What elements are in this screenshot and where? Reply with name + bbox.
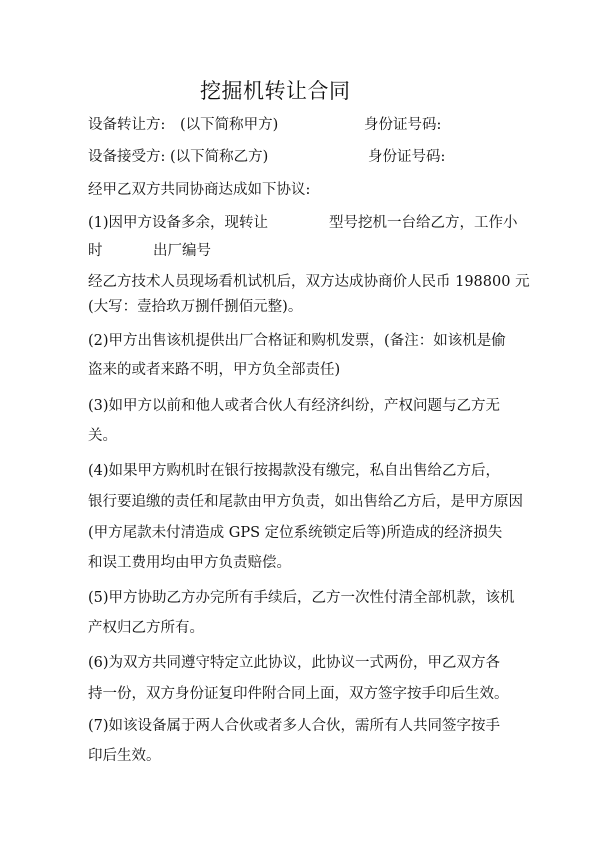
clause-3-line-2: 关。 — [88, 428, 117, 444]
transferor-label: 设备转让方: — [88, 117, 166, 133]
clause-1-line-4: (大写：壹拾玖万捌仟捌佰元整)。 — [88, 299, 303, 315]
clause-1-line-2a: 时 — [88, 243, 103, 259]
intro-text: 经甲乙双方共同协商达成如下协议: — [88, 182, 311, 198]
clause-1-line-1b: 型号挖机一台给乙方，工作小 — [329, 215, 518, 231]
clause-6-line-2: 持一份，双方身份证复印件附合同上面，双方签字按手印后生效。 — [88, 686, 509, 702]
clause-4-line-2: 银行要追缴的责任和尾款由甲方负责，如出售给乙方后，是甲方原因 — [88, 494, 523, 510]
clause-7-line-2: 印后生效。 — [88, 748, 161, 764]
transferee-label: 设备接受方: — [88, 149, 166, 165]
clause-6-line-1: (6)为双方共同遵守特定立此协议，此协议一式两份，甲乙双方各 — [88, 655, 501, 671]
clause-1-line-2b: 出厂编号 — [153, 243, 211, 259]
clause-1-line-3: 经乙方技术人员现场看机试机后，双方达成协商价人民币 198800 元 — [88, 274, 530, 290]
transferee-id-label: 身份证号码: — [368, 149, 446, 165]
transferee-alias: (以下简称乙方) — [170, 149, 269, 165]
clause-4-line-3: (甲方尾款未付清造成 GPS 定位系统锁定后等)所造成的经济损失 — [88, 525, 503, 541]
transferor-alias: (以下简称甲方) — [180, 117, 279, 133]
transferor-id-label: 身份证号码: — [364, 117, 442, 133]
clause-2-line-2: 盗来的或者来路不明，甲方负全部责任) — [88, 362, 341, 378]
document-title: 挖掘机转让合同 — [200, 79, 351, 103]
clause-1-line-1a: (1)因甲方设备多余，现转让 — [88, 215, 269, 231]
clause-5-line-1: (5)甲方协助乙方办完所有手续后，乙方一次性付清全部机款，该机 — [88, 590, 515, 606]
clause-7-line-1: (7)如该设备属于两人合伙或者多人合伙，需所有人共同签字按手 — [88, 718, 501, 734]
clause-4-line-4: 和误工费用均由甲方负责赔偿。 — [88, 555, 291, 571]
clause-2-line-1: (2)甲方出售该机提供出厂合格证和购机发票，(备注：如该机是偷 — [88, 333, 506, 349]
clause-3-line-1: (3)如甲方以前和他人或者合伙人有经济纠纷，产权问题与乙方无 — [88, 398, 501, 414]
clause-5-line-2: 产权归乙方所有。 — [88, 620, 204, 636]
clause-4-line-1: (4)如果甲方购机时在银行按揭款没有缴完，私自出售给乙方后， — [88, 463, 501, 479]
